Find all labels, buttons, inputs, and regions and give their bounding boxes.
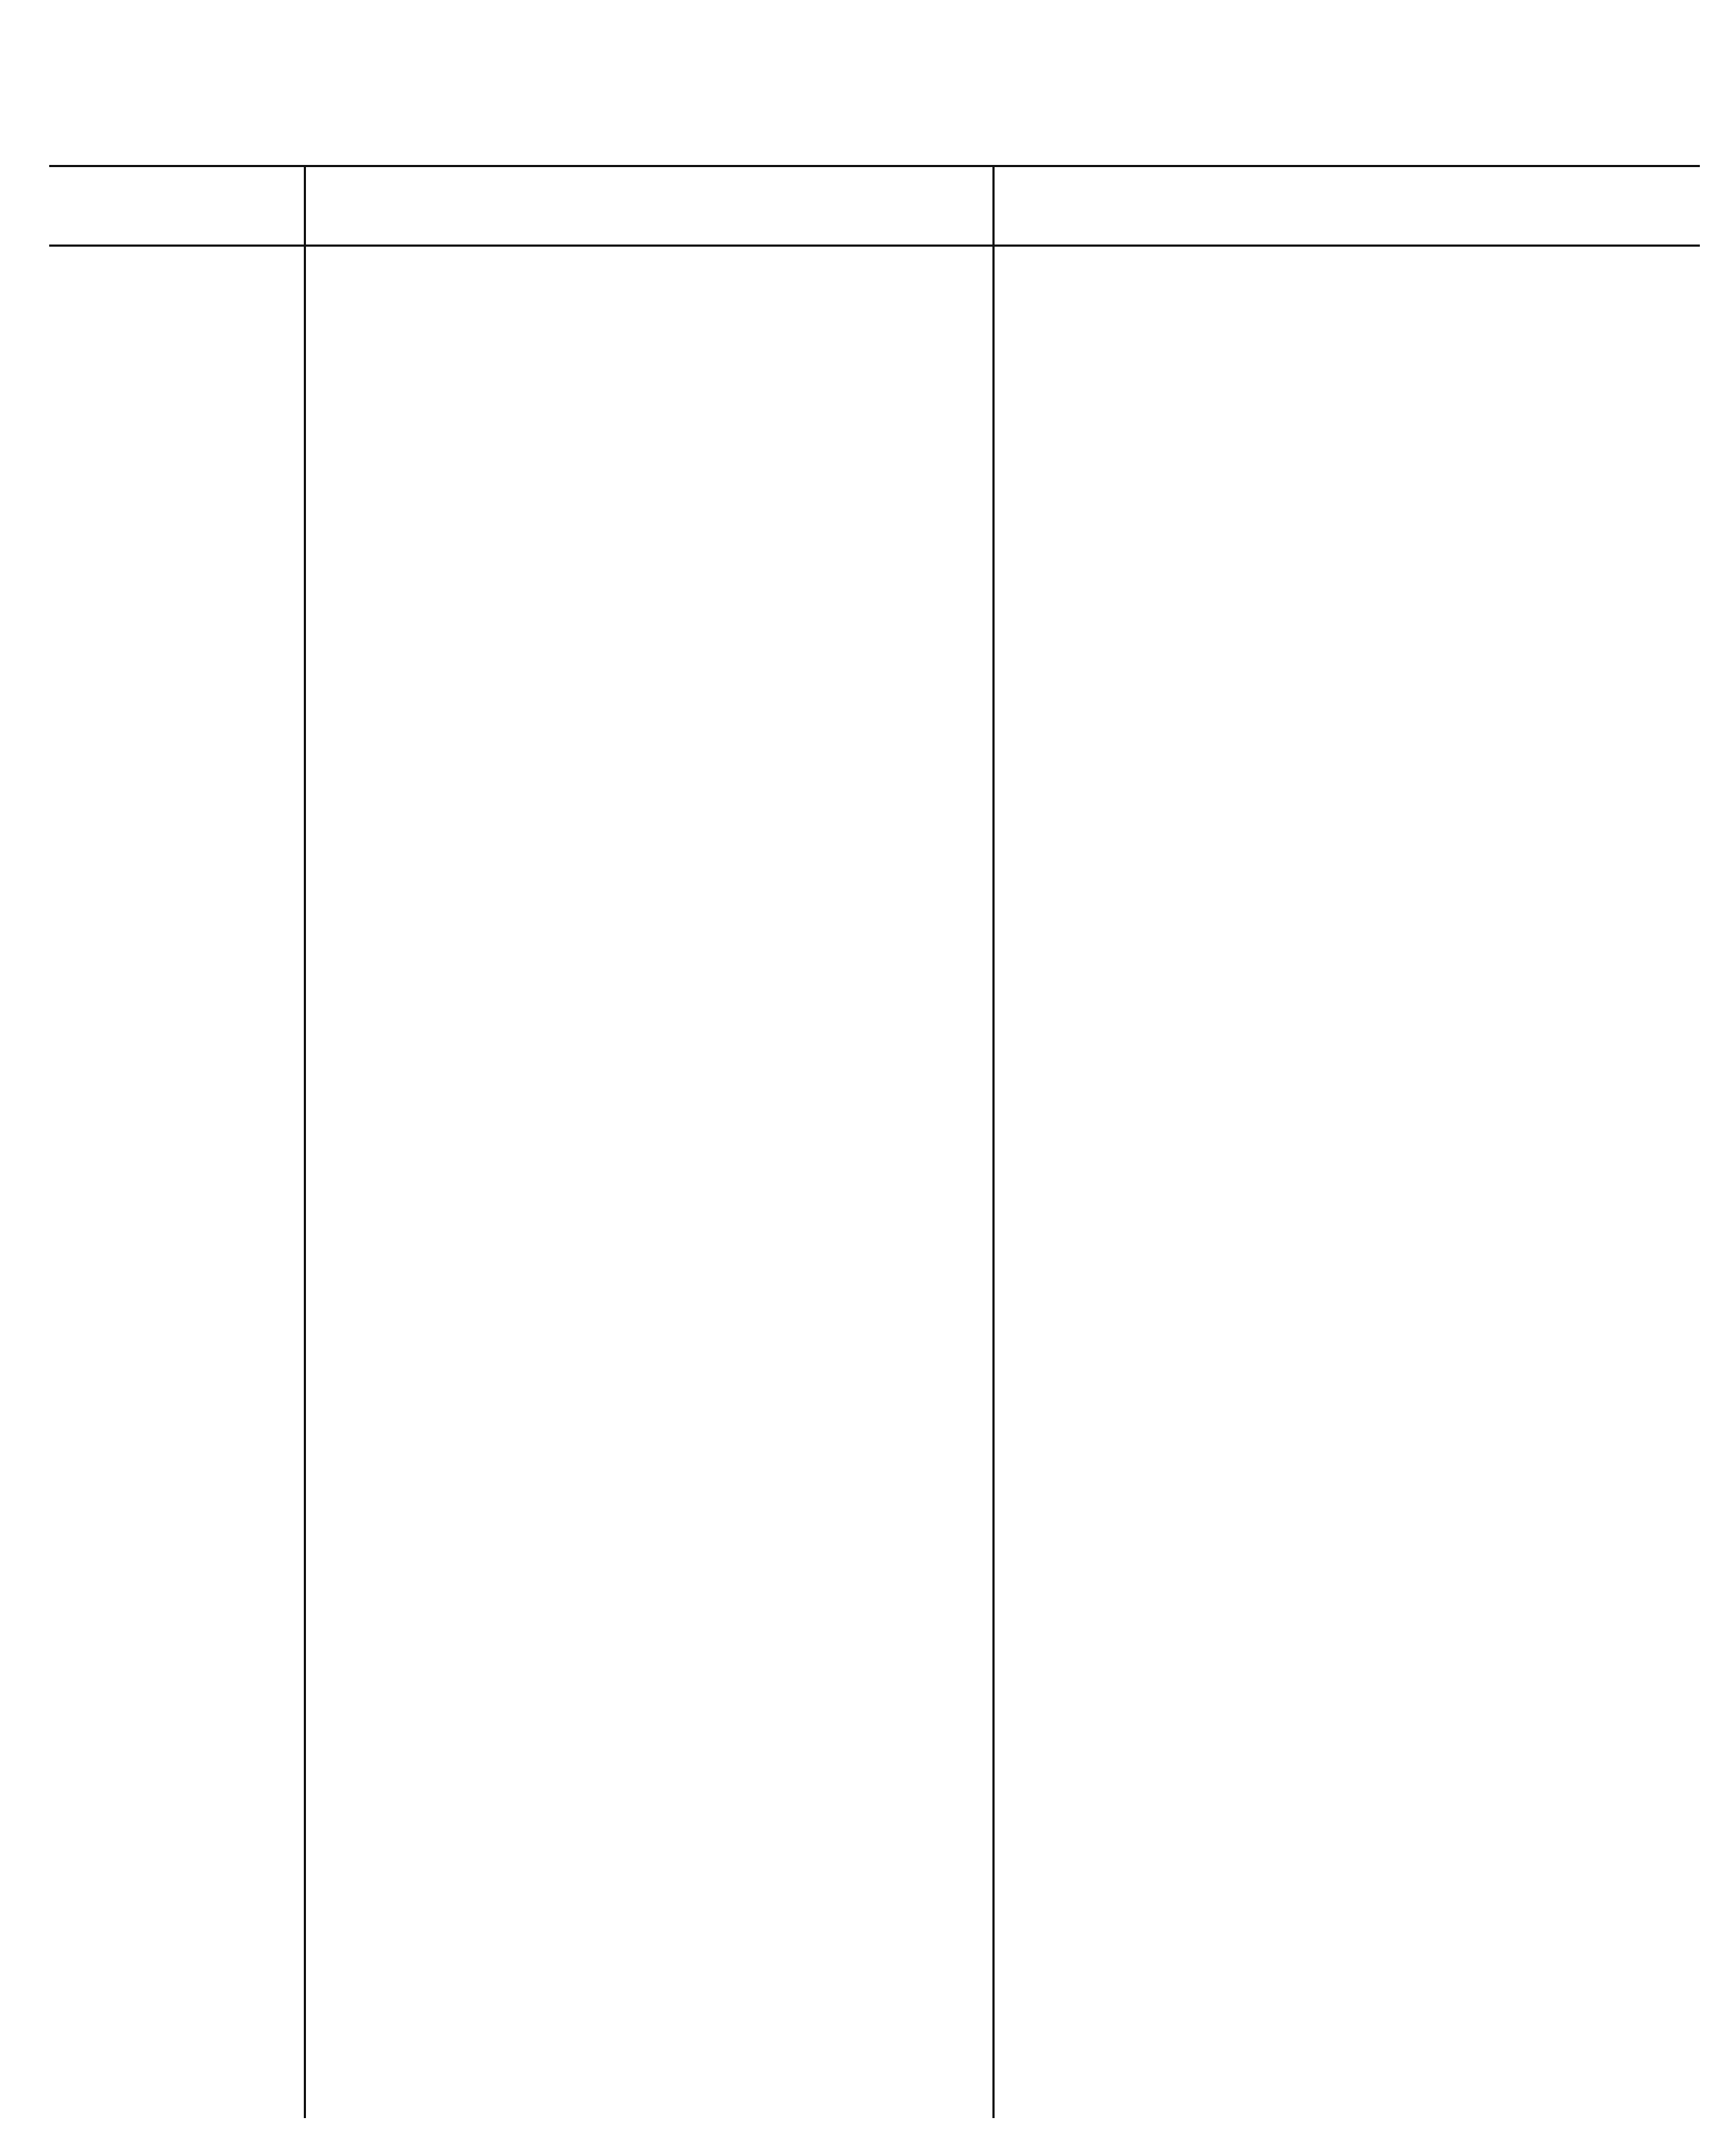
column-divider [304, 165, 306, 2118]
table-header-rule [49, 245, 1700, 247]
column-header-methods [994, 165, 1700, 245]
column-header-carbide [49, 165, 304, 245]
column-divider [992, 165, 995, 2118]
column-header-stability [305, 165, 992, 245]
